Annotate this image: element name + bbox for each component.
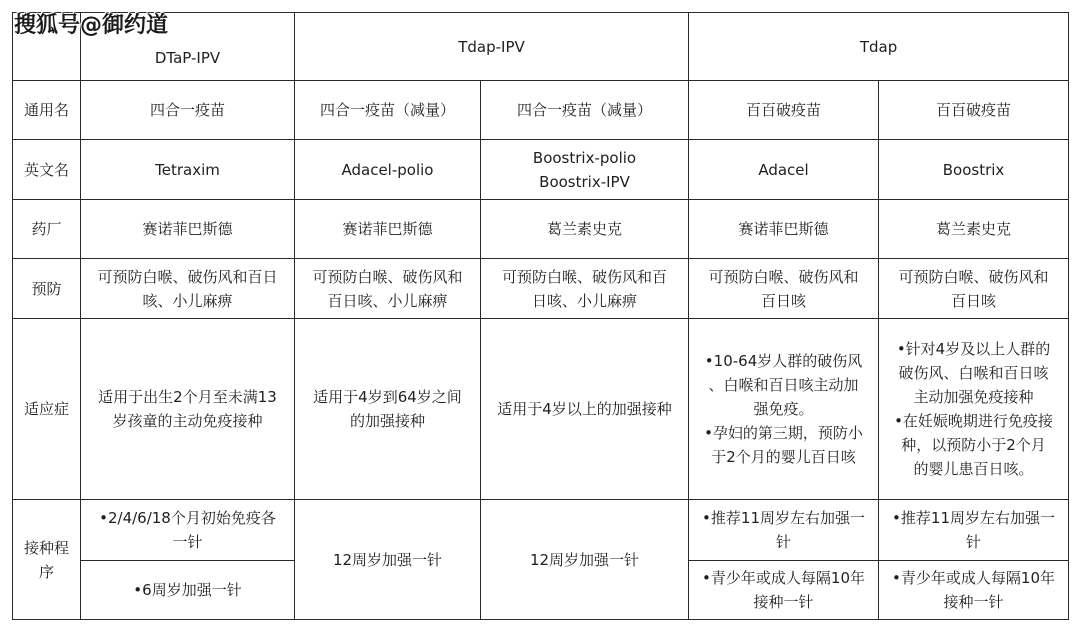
cell-line: •2/4/6/18个月初始免疫各 [99,509,276,527]
cell [295,259,481,319]
cell [81,319,295,500]
cell: Adacel [689,140,879,200]
cell-line: 百日咳 [761,291,807,310]
group-header-tdap-ipv: Tdap-IPV [295,13,689,81]
row-label: 预防 [13,259,81,319]
cell-line: 适用于4岁到64岁之间 [313,388,462,406]
cell-line: 百日咳、小儿麻痹 [327,291,448,310]
row-label: 英文名 [13,140,81,200]
cell [81,259,295,319]
cell-line: 的加强接种 [349,412,425,430]
cell: 12周岁加强一针 [481,500,689,620]
cell-line: 于2个月的婴儿百日咳 [711,448,856,466]
cell-line: •推荐11周岁左右加强一 [702,509,865,527]
cell-line: 可预防白喉、破伤风和百日 [97,267,278,286]
cell-line: •针对4岁及以上人群的 [896,340,1051,358]
cell-line: 针 [966,533,982,551]
cell-line: 、白喉和百日咳主动加 [708,376,859,394]
cell-line: 强免疫。 [753,400,814,418]
cell-line: •推荐11周岁左右加强一 [892,509,1055,527]
cell [295,319,481,500]
row-label: 药厂 [13,200,81,259]
cell: Adacel-polio [295,140,481,200]
vaccine-comparison-table [12,12,1069,620]
cell-line: 日咳、小儿麻痹 [532,291,638,310]
cell [689,319,879,500]
cell-line: 接种一针 [943,593,1004,611]
cell-line: 可预防白喉、破伤风和 [312,267,463,286]
cell-line: 一针 [172,533,203,551]
row-manufacturer [13,200,1069,259]
cell: 葛兰素史克 [879,200,1069,259]
cell-line: 的婴儿患百日咳。 [913,460,1034,478]
row-generic-name [13,81,1069,140]
cell [481,259,689,319]
cell: 赛诺菲巴斯德 [689,200,879,259]
cell-line: 可预防白喉、破伤风和 [708,267,859,286]
cell: 百百破疫苗 [689,81,879,140]
cell [879,319,1069,500]
cell-line: 针 [776,533,792,551]
cell: 百百破疫苗 [879,81,1069,140]
cell [879,561,1069,620]
cell-line: Boostrix-polio [532,148,637,167]
cell [879,259,1069,319]
cell: Boostrix [879,140,1069,200]
cell-line: 种，以预防小于2个月 [901,436,1046,454]
watermark: 搜狐号@御约道 [14,13,169,38]
row-label: 适应症 [13,319,81,500]
row-indication [13,319,1069,500]
row-label: 通用名 [13,81,81,140]
cell-line: 接种程 [23,538,69,557]
cell-line: 百日咳 [951,291,997,310]
cell: 四合一疫苗 [81,81,295,140]
cell: Tetraxim [81,140,295,200]
cell-line: •10-64岁人群的破伤风 [704,352,863,370]
cell-line: 破伤风、白喉和百日咳 [898,364,1049,382]
cell: 赛诺菲巴斯德 [81,200,295,259]
cell-line: 岁孩童的主动免疫接种 [112,412,263,430]
cell: 四合一疫苗（减量） [295,81,481,140]
cell-line: •在妊娠晚期进行免疫接 [894,412,1053,430]
cell-line: 可预防白喉、破伤风和 [898,267,1049,286]
cell: •6周岁加强一针 [81,561,295,620]
cell: 12周岁加强一针 [295,500,481,620]
cell-line: 咳、小儿麻痹 [142,291,233,310]
cell-line: 接种一针 [753,593,814,611]
cell: 赛诺菲巴斯德 [295,200,481,259]
cell [689,561,879,620]
cell: 葛兰素史克 [481,200,689,259]
cell-line: 序 [38,562,54,581]
cell: 四合一疫苗（减量） [481,81,689,140]
header-row [13,13,1069,81]
cell-line: •孕妇的第三期，预防小 [704,424,863,442]
row-schedule [13,500,1069,561]
cell: 适用于4岁以上的加强接种 [481,319,689,500]
group-header-tdap: Tdap [689,13,1069,81]
cell [879,500,1069,561]
cell-line: 主动加强免疫接种 [913,388,1034,406]
group-header-dtap-ipv: DTaP-IPV [81,13,295,81]
cell-line: •青少年或成人每隔10年 [702,569,865,587]
cell [689,500,879,561]
cell [481,140,689,200]
cell-line: •青少年或成人每隔10年 [892,569,1055,587]
cell-line: Boostrix-IPV [539,172,630,191]
cell [689,259,879,319]
row-english-name [13,140,1069,200]
cell-line: 可预防白喉、破伤风和百 [502,267,668,286]
cell [81,500,295,561]
row-prevention [13,259,1069,319]
cell-line: 适用于出生2个月至未满13 [98,388,277,406]
row-label [13,500,81,620]
